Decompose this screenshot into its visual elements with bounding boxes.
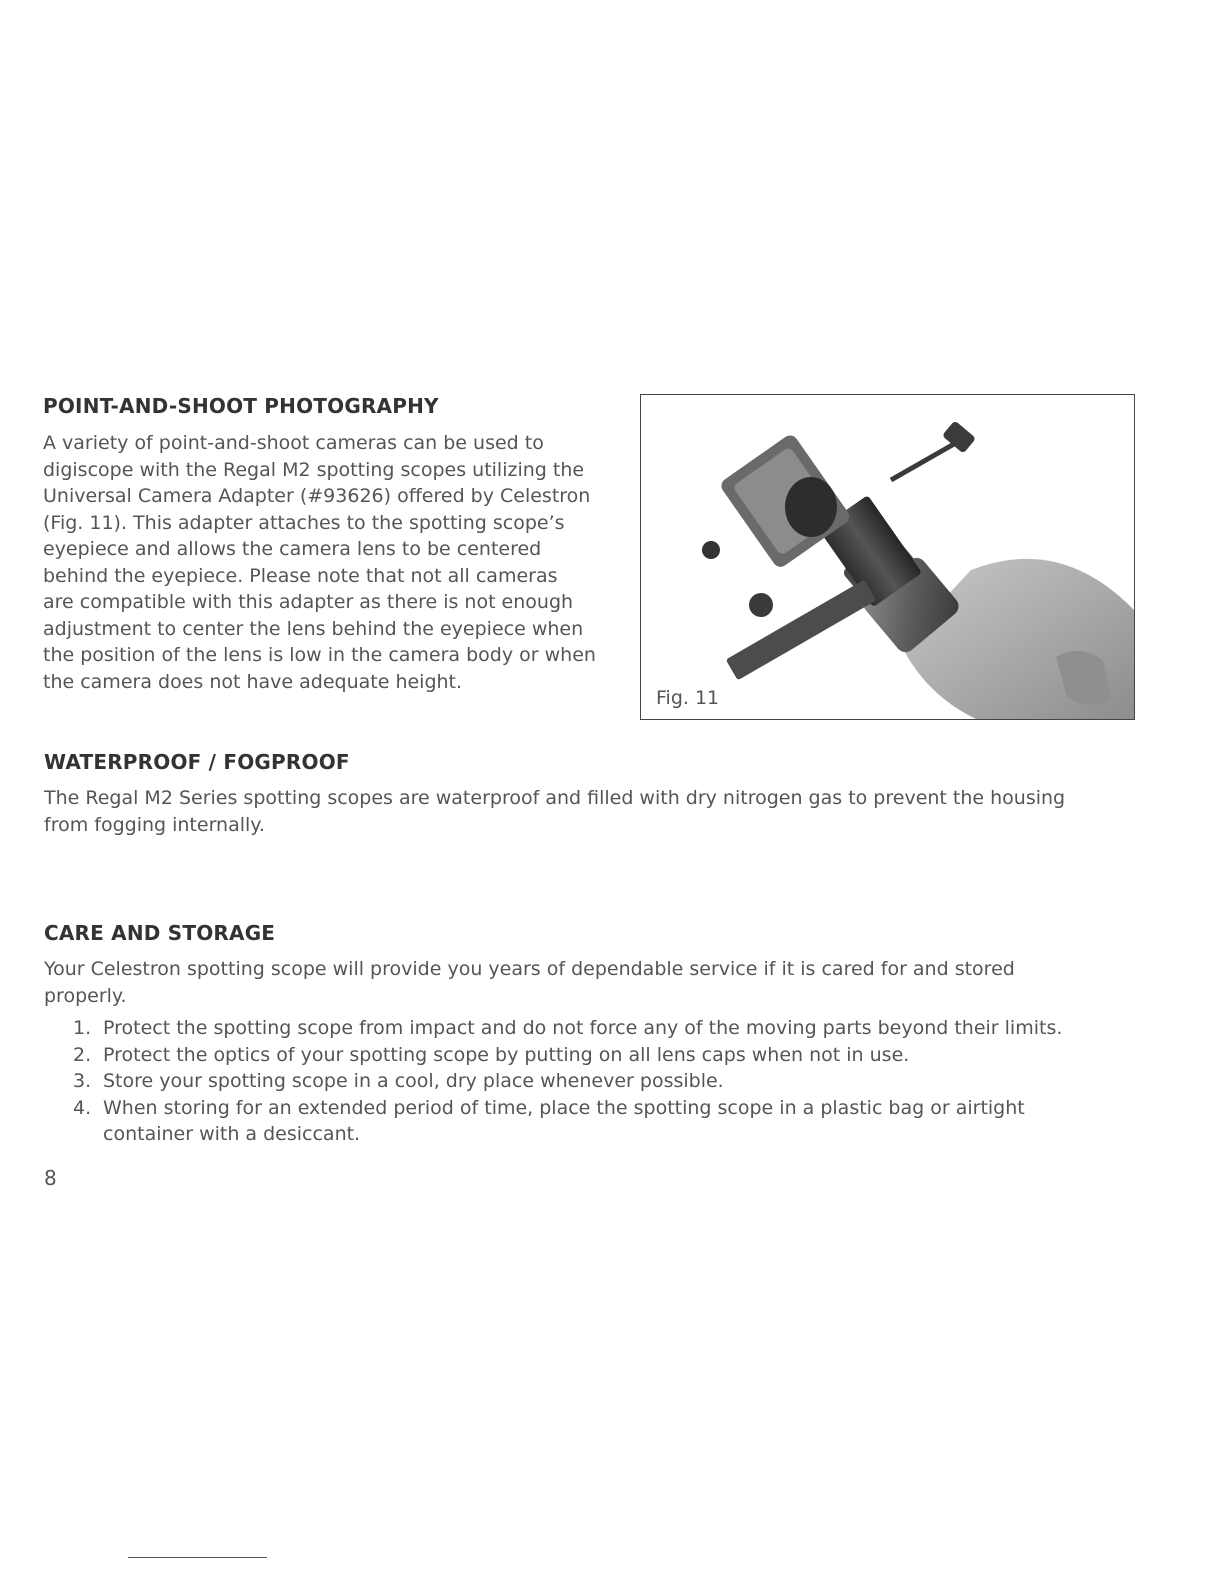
page-number: 8: [44, 1166, 57, 1190]
paragraph-waterproof: [44, 785, 1134, 838]
adapter-base-plate: [726, 580, 877, 681]
figure-11-camera-adapter: [640, 394, 1135, 720]
text-line: eyepiece and allows the camera lens to be centered: [43, 538, 542, 560]
knurled-knob: [749, 593, 773, 617]
text-line: A variety of point-and-shoot cameras can be used to: [43, 432, 544, 454]
text-line: adjustment to center the lens behind the eyepiece when: [43, 617, 584, 640]
text-line: properly.: [44, 984, 127, 1007]
list-item: [44, 1015, 1062, 1042]
paragraph-care-intro: [44, 956, 1134, 1009]
list-item-number: 4.: [73, 1096, 92, 1119]
list-item-text: Protect the optics of your spotting scope by putting on all lens caps when not in use.: [103, 1043, 910, 1066]
paragraph-point-and-shoot: [43, 430, 623, 695]
section-heading-care-and-storage: CARE AND STORAGE: [44, 921, 276, 945]
text-line: from fogging internally.: [44, 813, 265, 836]
text-line: (Fig. 11). This adapter attaches to the spotting scope’s: [43, 511, 565, 534]
list-item: [44, 1095, 1062, 1148]
text-line: the position of the lens is low in the camera body or when: [43, 644, 596, 666]
care-instructions-list: [44, 1015, 1062, 1148]
text-line: Your Celestron spotting scope will provide you years of dependable service if it is cared for and stored: [44, 958, 1015, 980]
camera-lens: [785, 477, 837, 537]
text-line: behind the eyepiece. Please note that not all cameras: [43, 564, 558, 587]
text-line: digiscope with the Regal M2 spotting scopes utilizing the: [43, 458, 585, 481]
divider-line: [128, 1557, 267, 1558]
clamp-knob: [702, 541, 720, 559]
section-heading-waterproof: WATERPROOF / FOGPROOF: [44, 750, 350, 774]
text-line: The Regal M2 Series spotting scopes are waterproof and filled with dry nitrogen gas to prevent the housing: [44, 787, 1066, 809]
list-item-number: 3.: [73, 1070, 92, 1092]
figure-caption: Fig. 11: [656, 687, 720, 709]
list-item-text: Protect the spotting scope from impact and do not force any of the moving parts beyond their limits.: [103, 1017, 1063, 1039]
list-item-number: 1.: [73, 1017, 92, 1039]
adapter-rod: [891, 440, 961, 480]
text-line: the camera does not have adequate height.: [43, 670, 463, 693]
list-item-number: 2.: [73, 1043, 92, 1066]
list-item-text: When storing for an extended period of time, place the spotting scope in a plastic bag or airtight: [103, 1096, 1025, 1119]
camera-adapter-illustration: [641, 395, 1134, 719]
list-item: [44, 1068, 1062, 1095]
list-item-text: container with a desiccant.: [103, 1123, 361, 1145]
section-heading-point-and-shoot: POINT-AND-SHOOT PHOTOGRAPHY: [43, 394, 439, 418]
text-line: are compatible with this adapter as there is not enough: [43, 591, 574, 613]
list-item-text: Store your spotting scope in a cool, dry place whenever possible.: [103, 1070, 724, 1092]
list-item: [44, 1042, 1062, 1069]
text-line: Universal Camera Adapter (#93626) offered by Celestron: [43, 485, 591, 507]
